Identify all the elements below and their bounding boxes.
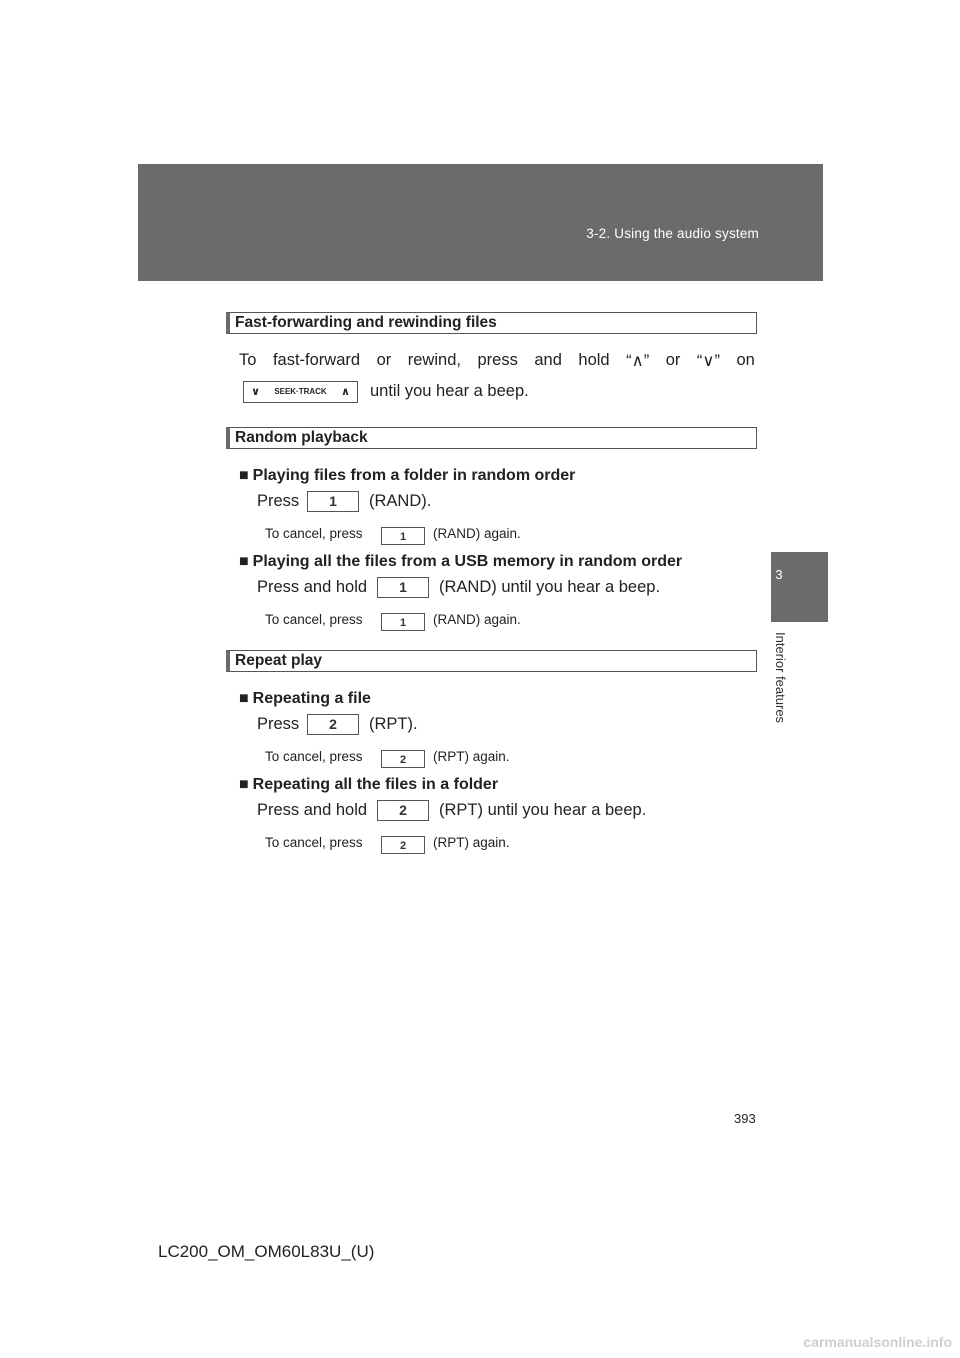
subheading-random-usb	[239, 553, 682, 571]
instruction-word: “∧”	[626, 352, 650, 370]
cancel-note: To cancel, press	[265, 835, 363, 850]
section-title: 3-2. Using the audio system	[586, 226, 759, 241]
seek-down-icon: ∨	[251, 386, 261, 398]
section-heading-fast-forward: Fast-forwarding and rewinding files	[226, 312, 757, 334]
subheading-repeat-folder	[239, 776, 498, 794]
instruction-word: rewind,	[407, 351, 461, 369]
cancel-note-end: (RPT) again.	[433, 749, 510, 764]
button-1-key-small: 1	[381, 613, 425, 631]
seek-track-button	[243, 381, 358, 403]
cancel-note: To cancel, press	[265, 526, 363, 541]
key-description: (RPT).	[369, 715, 418, 733]
cancel-note: To cancel, press	[265, 612, 363, 627]
instruction-word: on	[736, 351, 755, 369]
instruction-word: or	[376, 351, 392, 369]
cancel-note-end: (RAND) again.	[433, 526, 521, 541]
key-description: (RAND) until you hear a beep.	[439, 578, 661, 596]
subheading-text: Repeating a file	[252, 690, 371, 707]
button-2-key-small: 2	[381, 750, 425, 768]
key-description: (RPT) until you hear a beep.	[439, 801, 647, 819]
cancel-note-end: (RAND) again.	[433, 612, 521, 627]
bullet-square-icon: ■	[239, 553, 249, 570]
chapter-tab	[771, 552, 828, 622]
page-number: 393	[734, 1111, 756, 1126]
press-text: Press and hold	[257, 801, 368, 819]
header-band	[138, 164, 823, 281]
subheading-text: Repeating all the files in a folder	[252, 776, 499, 793]
button-2-key-small: 2	[381, 836, 425, 854]
key-description: (RAND).	[369, 492, 432, 510]
button-1-key: 1	[377, 577, 429, 598]
bullet-square-icon: ■	[239, 776, 249, 793]
press-text: Press and hold	[257, 578, 368, 596]
instruction-word: press	[477, 351, 518, 369]
button-1-key: 1	[307, 491, 359, 512]
instruction-word: or	[665, 351, 681, 369]
cancel-note-end: (RPT) again.	[433, 835, 510, 850]
section-heading-repeat: Repeat play	[226, 650, 757, 672]
press-text: Press	[257, 492, 300, 510]
subheading-text: Playing files from a folder in random order	[252, 467, 576, 484]
fast-forward-instruction	[239, 351, 755, 371]
seek-track-label: SEEK·TRACK	[274, 387, 327, 396]
instruction-word: fast-forward	[272, 351, 361, 369]
watermark: carmanualsonline.info	[803, 1334, 952, 1350]
press-text: Press	[257, 715, 300, 733]
instruction-word: hold	[578, 351, 610, 369]
chapter-label-text: Interior features	[773, 632, 788, 724]
subheading-repeat-file	[239, 690, 371, 708]
bullet-square-icon: ■	[239, 690, 249, 707]
document-code: LC200_OM_OM60L83U_(U)	[158, 1242, 375, 1261]
subheading-random-folder	[239, 467, 575, 485]
button-2-key: 2	[307, 714, 359, 735]
chapter-number: 3	[775, 567, 783, 582]
button-1-key-small: 1	[381, 527, 425, 545]
instruction-word: To	[239, 351, 257, 369]
instruction-word: and	[534, 351, 562, 369]
subheading-text: Playing all the files from a USB memory in random order	[252, 553, 683, 570]
section-heading-random: Random playback	[226, 427, 757, 449]
chapter-label	[772, 632, 790, 742]
cancel-note: To cancel, press	[265, 749, 363, 764]
button-2-key: 2	[377, 800, 429, 821]
seek-up-icon: ∧	[340, 386, 350, 398]
fast-forward-instruction-end: until you hear a beep.	[370, 382, 529, 400]
instruction-word: “∨”	[696, 352, 720, 370]
bullet-square-icon: ■	[239, 467, 249, 484]
